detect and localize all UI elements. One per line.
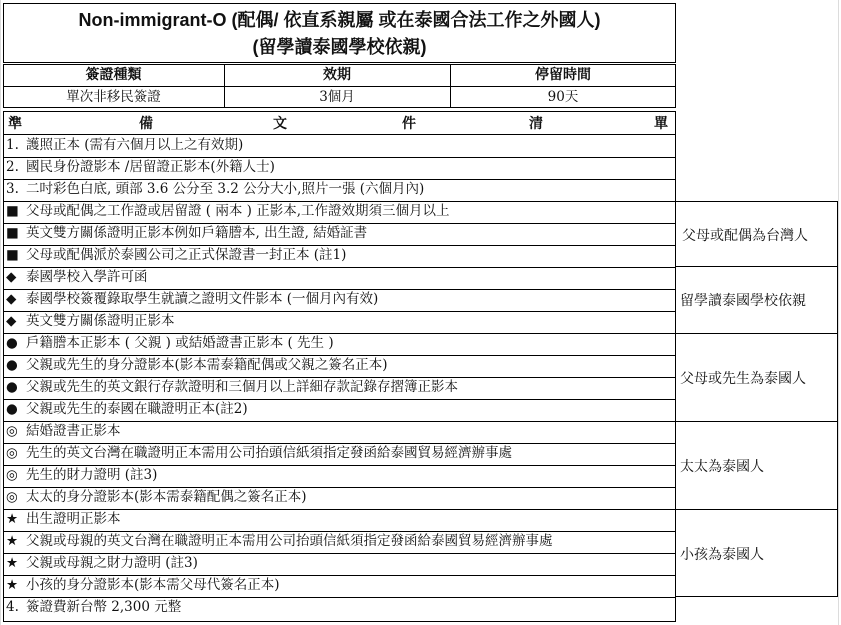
checklist-item-text: 英文雙方關係證明正影本 <box>26 313 175 329</box>
bullet-icon: ● <box>6 401 18 417</box>
bullet-icon: ■ <box>6 203 19 219</box>
checklist-header-char: 件 <box>402 116 416 132</box>
checklist-item-text: 戶籍謄本正影本 ( 父親 ) 或結婚證書正影本 ( 先生 ) <box>26 335 334 351</box>
divider <box>675 421 838 422</box>
checklist-item <box>6 597 181 618</box>
checklist-item-text: 父親或先生的身分證影本(影本需泰籍配偶或父親之簽名正本) <box>26 357 388 373</box>
checklist-item-text: 結婚證書正影本 <box>26 423 121 439</box>
checklist-item-text: 父親或先生的英文銀行存款證明和三個月以上詳細存款記錄存摺簿正影本 <box>26 379 458 395</box>
checklist-item-text: 二吋彩色白底, 頭部 3.6 公分至 3.2 公分大小,照片一張 (六個月內) <box>26 181 425 197</box>
checklist-item <box>6 355 388 376</box>
checklist-item-text: 太太的身分證影本(影本需泰籍配偶之簽名正本) <box>26 489 307 505</box>
checklist-item <box>6 179 424 200</box>
category-label: 父母或先生為泰國人 <box>680 371 806 387</box>
bullet-icon: ● <box>6 357 18 373</box>
bullet-icon: ★ <box>6 577 19 593</box>
checklist-item <box>6 135 243 156</box>
checklist-item-text: 護照正本 (需有六個月以上之有效期) <box>26 137 244 153</box>
checklist-item <box>6 575 280 596</box>
checklist-item <box>6 311 175 332</box>
checklist-item-text: 泰國學校入學許可函 <box>26 269 148 285</box>
bullet-icon: ★ <box>6 555 19 571</box>
checklist-item-text: 出生證明正影本 <box>26 511 121 527</box>
checklist-item <box>6 223 367 244</box>
bullet-icon: ◎ <box>6 467 18 483</box>
grid-line <box>838 0 839 625</box>
bullet-icon: 2. <box>6 159 19 175</box>
checklist-item <box>6 157 275 178</box>
checklist-header-char: 清 <box>529 116 543 132</box>
checklist-item <box>6 289 378 310</box>
bullet-icon: ◎ <box>6 445 18 461</box>
checklist-item-text: 父母或配偶之工作證或居留證 ( 兩本 ) 正影本,工作證效期須三個月以上 <box>26 203 450 219</box>
checklist-item-text: 先生的財力證明 (註3) <box>26 467 158 483</box>
checklist-header-char: 單 <box>654 116 668 132</box>
grid-line <box>0 0 1 625</box>
checklist-header-char: 文 <box>273 116 287 132</box>
bullet-icon: ◆ <box>6 269 17 285</box>
validity-value: 3個月 <box>319 89 355 105</box>
checklist-item <box>6 245 346 266</box>
stay-header: 停留時間 <box>535 67 591 83</box>
bullet-icon: ■ <box>6 225 19 241</box>
bullet-icon: ◆ <box>6 291 17 307</box>
checklist-item <box>6 487 307 508</box>
category-box <box>675 201 838 597</box>
bullet-icon: ◎ <box>6 423 18 439</box>
checklist-item <box>6 509 121 530</box>
checklist-item <box>6 531 553 552</box>
checklist-item-text: 先生的英文台灣在職證明正本需用公司抬頭信紙須指定發函給泰國貿易經濟辦事處 <box>26 445 512 461</box>
checklist-item <box>6 465 157 486</box>
category-label: 父母或配偶為台灣人 <box>682 228 808 244</box>
checklist-item <box>6 201 450 222</box>
bullet-icon: 1. <box>6 137 19 153</box>
checklist-item <box>6 399 248 420</box>
checklist-item <box>6 377 458 398</box>
page-subtitle: (留學讀泰國學校依親) <box>252 37 427 57</box>
bullet-icon: ★ <box>6 533 19 549</box>
checklist-item-text: 父親或母親之財力證明 (註3) <box>26 555 198 571</box>
checklist-header-char: 備 <box>139 116 153 132</box>
checklist-item-text: 英文雙方關係證明正影本例如戶籍謄本, 出生證, 結婚証書 <box>26 225 368 241</box>
checklist-item-text: 父母或配偶派於泰國公司之正式保證書一封正本 (註1) <box>26 247 347 263</box>
divider <box>675 509 838 510</box>
validity-header: 效期 <box>323 67 351 83</box>
category-label: 小孩為泰國人 <box>680 547 764 563</box>
category-label: 留學讀泰國學校依親 <box>680 293 806 309</box>
checklist-item <box>6 553 198 574</box>
checklist-item-text: 父親或母親的英文台灣在職證明正本需用公司抬頭信紙須指定發函給泰國貿易經濟辦事處 <box>26 533 553 549</box>
checklist-item <box>6 421 121 442</box>
bullet-icon: ■ <box>6 247 19 263</box>
checklist-item-text: 簽證費新台幣 2,300 元整 <box>26 599 182 615</box>
bullet-icon: ● <box>6 379 18 395</box>
checklist-item-text: 父親或先生的泰國在職證明正本(註2) <box>26 401 248 417</box>
bullet-icon: ● <box>6 335 18 351</box>
checklist-header-char: 準 <box>8 116 22 132</box>
bullet-icon: 4. <box>6 599 19 615</box>
checklist-item-text: 泰國學校簽覆錄取學生就讀之證明文件影本 (一個月內有效) <box>26 291 379 307</box>
checklist-item-text: 國民身份證影本 /居留證正影本(外籍人士) <box>26 159 275 175</box>
bullet-icon: ★ <box>6 511 19 527</box>
bullet-icon: 3. <box>6 181 19 197</box>
divider <box>675 333 838 334</box>
bullet-icon: ◆ <box>6 313 17 329</box>
checklist-item <box>6 443 512 464</box>
visa-type-value: 單次非移民簽證 <box>66 89 161 105</box>
stay-value: 90天 <box>547 89 579 105</box>
checklist-item-text: 小孩的身分證影本(影本需父母代簽名正本) <box>26 577 280 593</box>
checklist-item <box>6 333 334 354</box>
checklist-item <box>6 267 148 288</box>
divider <box>675 266 838 267</box>
visa-type-header: 簽證種類 <box>85 67 142 83</box>
bullet-icon: ◎ <box>6 489 18 505</box>
page-title: Non-immigrant-O (配偶/ 依直系親屬 或在泰國合法工作之外國人) <box>78 10 601 30</box>
category-label: 太太為泰國人 <box>680 459 764 475</box>
